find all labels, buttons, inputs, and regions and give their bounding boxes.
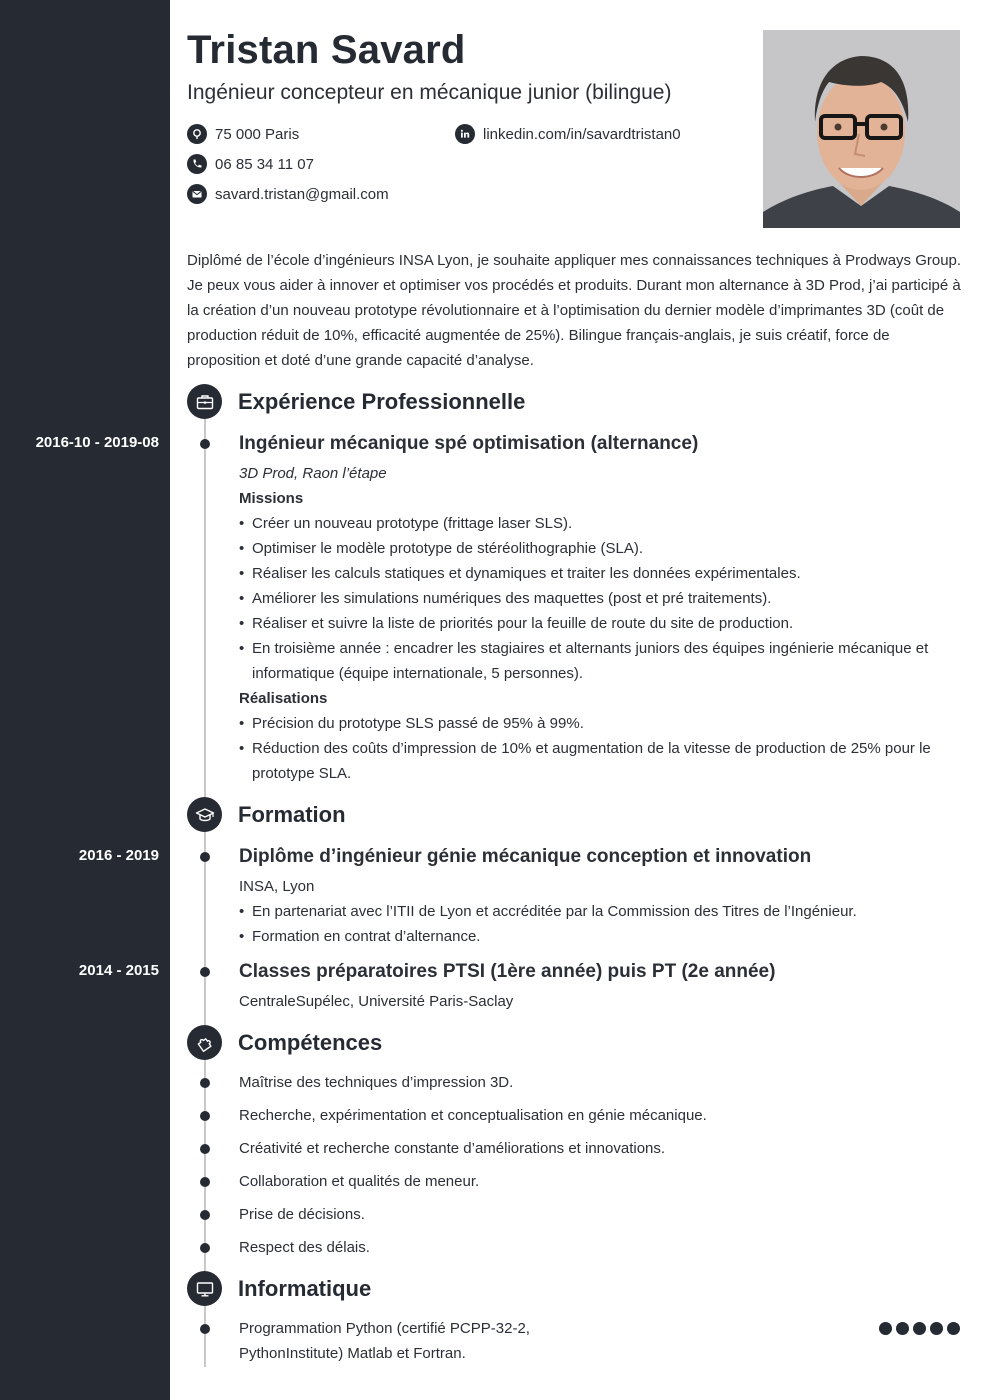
list-item: • Optimiser le modèle prototype de stéréolithographie (SLA). <box>239 536 964 561</box>
profile-photo <box>763 30 960 228</box>
education-date: 2016 - 2019 <box>78 847 159 864</box>
timeline-dot <box>200 439 210 449</box>
section-title-skills: Compétences <box>238 1030 383 1055</box>
timeline-dot <box>200 1177 210 1187</box>
rating-dot <box>930 1322 943 1335</box>
achievements-label: Réalisations <box>239 690 328 707</box>
timeline-dot <box>200 1210 210 1220</box>
timeline-dot <box>200 1111 210 1121</box>
section-title-experience: Expérience Professionnelle <box>238 389 526 414</box>
timeline-dot <box>200 1078 210 1088</box>
education-details <box>239 899 964 949</box>
section-title-computing: Informatique <box>238 1276 372 1301</box>
timeline-education <box>204 815 206 1045</box>
rating-dot <box>947 1322 960 1335</box>
education-date: 2014 - 2015 <box>78 962 159 979</box>
list-item: • Réduction des coûts d’impression de 10% et augmentation de la vitesse de production de 25% pour le prototype SLA. <box>239 736 964 786</box>
education-title: Classes préparatoires PTSI (1ère année) puis PT (2e année) <box>239 961 776 982</box>
timeline-dot <box>200 1144 210 1154</box>
puzzle-icon <box>187 1025 222 1060</box>
map-pin-icon <box>187 124 207 144</box>
list-item: • Précision du prototype SLS passé de 95% à 99%. <box>239 711 964 736</box>
skill-item: Respect des délais. <box>239 1239 370 1256</box>
graduation-cap-icon <box>187 797 222 832</box>
experience-date: 2016-10 - 2019-08 <box>35 434 159 451</box>
sidebar <box>0 0 170 1400</box>
missions-label: Missions <box>239 490 304 507</box>
job-title: Ingénieur concepteur en mécanique junior (bilingue) <box>187 81 672 104</box>
achievements-list <box>239 711 964 786</box>
rating-dot <box>879 1322 892 1335</box>
skill-level-rating <box>879 1322 960 1335</box>
timeline-dot <box>200 852 210 862</box>
experience-title: Ingénieur mécanique spé optimisation (alternance) <box>239 433 699 454</box>
list-item: • Réaliser les calculs statiques et dynamiques et traiter les données expérimentales. <box>239 561 964 586</box>
list-item: • En troisième année : encadrer les stagiaires et alternants juniors des équipes ingénierie mécanique et informatique (équipe internationale, 5 personnes). <box>239 636 964 686</box>
timeline-dot <box>200 1324 210 1334</box>
skill-item: Recherche, expérimentation et conceptualisation en génie mécanique. <box>239 1107 707 1124</box>
education-title: Diplôme d’ingénieur génie mécanique conception et innovation <box>239 846 812 867</box>
contact-address: 75 000 Paris <box>187 124 299 144</box>
skill-item: Collaboration et qualités de meneur. <box>239 1173 480 1190</box>
contact-email[interactable]: savard.tristan@gmail.com <box>187 184 389 204</box>
monitor-icon <box>187 1271 222 1306</box>
contact-linkedin[interactable]: linkedin.com/in/savardtristan0 <box>455 124 681 144</box>
briefcase-icon <box>187 384 222 419</box>
experience-company: 3D Prod, Raon l’étape <box>239 465 387 482</box>
missions-list <box>239 511 964 686</box>
rating-dot <box>913 1322 926 1335</box>
timeline-dot <box>200 1243 210 1253</box>
timeline-experience <box>204 402 206 817</box>
list-item: • Réaliser et suivre la liste de priorités pour la feuille de route du site de production. <box>239 611 964 636</box>
phone-icon <box>187 154 207 174</box>
list-item: • Créer un nouveau prototype (frittage laser SLS). <box>239 511 964 536</box>
list-item: • Formation en contrat d’alternance. <box>239 924 964 949</box>
skill-item: Maîtrise des techniques d’impression 3D. <box>239 1074 514 1091</box>
list-item: • Améliorer les simulations numériques des maquettes (post et pré traitements). <box>239 586 964 611</box>
envelope-icon <box>187 184 207 204</box>
profile-summary: Diplômé de l’école d’ingénieurs INSA Lyon, je souhaite appliquer mes connaissances techniques à Prodways Group. Je peux vous aider à innover et optimiser vos procédés et produits. Durant mon alternance à 3D Prod, j’ai participé à la création d’un nouveau prototype révolutionnaire et à l’optimisation du dernier modèle d’imprimantes 3D (coût de production réduit de 10%, efficacité augmentée de 25%). Bilingue français-anglais, je suis créatif, force de proposition et doté d’une grande capacité d’analyse. <box>187 252 962 369</box>
rating-dot <box>896 1322 909 1335</box>
linkedin-icon <box>455 124 475 144</box>
skill-item: Créativité et recherche constante d’améliorations et innovations. <box>239 1140 666 1157</box>
candidate-name: Tristan Savard <box>187 28 466 72</box>
computing-item: Programmation Python (certifié PCPP-32-2, PythonInstitute) Matlab et Fortran. <box>239 1320 530 1362</box>
skill-item: Prise de décisions. <box>239 1206 365 1223</box>
education-school: INSA, Lyon <box>239 878 315 895</box>
section-title-education: Formation <box>238 802 346 827</box>
timeline-dot <box>200 967 210 977</box>
education-school: CentraleSupélec, Université Paris-Saclay <box>239 993 514 1010</box>
contact-phone: 06 85 34 11 07 <box>187 154 314 174</box>
list-item: • En partenariat avec l’ITII de Lyon et accréditée par la Commission des Titres de l’Ingénieur. <box>239 899 964 924</box>
